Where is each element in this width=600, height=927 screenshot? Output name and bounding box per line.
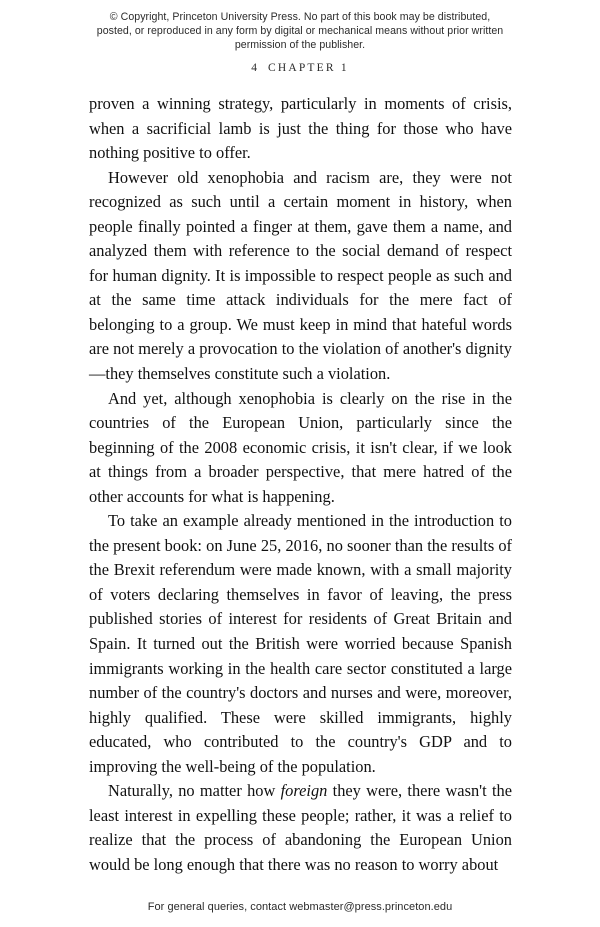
paragraph-text-lead: Naturally, no matter how bbox=[108, 781, 281, 801]
running-head bbox=[0, 62, 600, 74]
italic-emphasis-word: foreign bbox=[280, 781, 328, 801]
copyright-notice: © Copyright, Princeton University Press. No part of this book may be distributed, posted, or reproduced in any form by digital or mechanical means without prior written permission of the publisher. bbox=[96, 11, 504, 52]
body-text-column bbox=[89, 92, 512, 878]
paragraph: And yet, although xenophobia is clearly on the rise in the countries of the European Union, particularly since the beginning of the 2008 economic crisis, it isn't clear, if we look at things from a broader perspective, that mere hatred of the other accounts for what is happening. bbox=[89, 388, 512, 506]
chapter-label: CHAPTER 1 bbox=[267, 62, 349, 74]
paragraph-text-tail: they were, there wasn't the least interest in expelling these people; rather, it was a relief to realize that the process of abandoning the European Union would be long enough that there was no reason to worry about bbox=[89, 781, 512, 874]
footer-query-note: For general queries, contact webmaster@press.princeton.edu bbox=[147, 901, 453, 913]
paragraph: proven a winning strategy, particularly in moments of crisis, when a sacrificial lamb is just the thing for those who have nothing positive to offer. bbox=[89, 94, 512, 163]
page-number: 4 bbox=[251, 62, 257, 74]
paragraph: However old xenophobia and racism are, they were not recognized as such until a certain moment in history, when people finally pointed a finger at them, gave them a name, and analyzed them with reference to the social demand of respect for human dignity. It is impossible to respect people as such and at the same time attack individuals for the mere fact of belonging to a group. We must keep in mind that hateful words are not merely a provocation to the violation of another's dignity—they themselves constitute such a violation. bbox=[89, 167, 512, 384]
paragraph-with-italic bbox=[89, 779, 512, 877]
paragraph: To take an example already mentioned in the introduction to the present book: on June 25, 2016, no sooner than the results of the Brexit referendum were made known, with a small majority of voters declaring themselves in favor of leaving, the press published stories of interest for residents of Great Britain and Spain. It turned out the British were worried because Spanish immigrants working in the health care sector constituted a large number of the country's doctors and nurses and were, moreover, highly qualified. These were skilled immigrants, highly educated, who contributed to the country's GDP and to improving the well-being of the population. bbox=[89, 511, 512, 776]
